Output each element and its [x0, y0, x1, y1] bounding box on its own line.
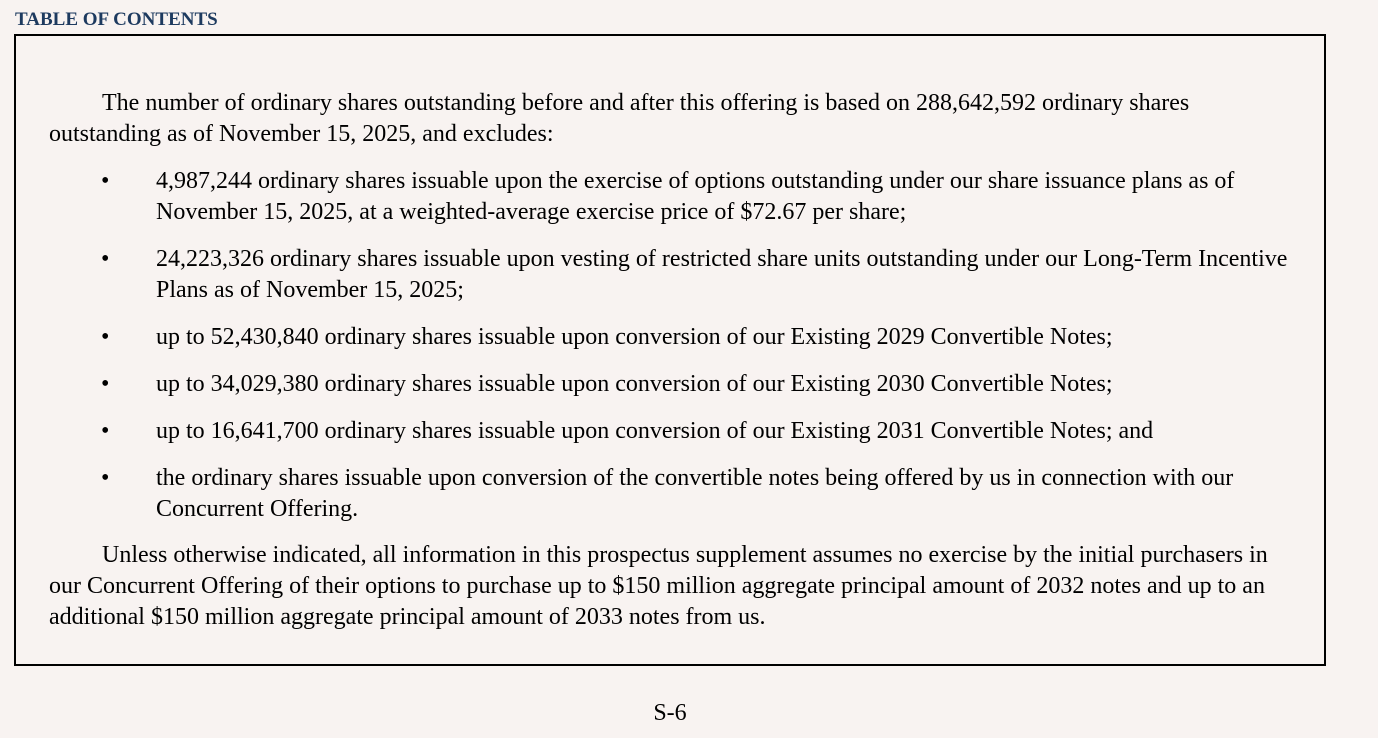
list-item-text: 24,223,326 ordinary shares issuable upon vesting of restricted share units outstanding under our Long-Term Incentive Plans as of November 15, 2025;	[156, 246, 1288, 303]
list-item-text: up to 34,029,380 ordinary shares issuable upon conversion of our Existing 2030 Convertible Notes;	[156, 371, 1113, 397]
content-box	[14, 34, 1326, 666]
list-item	[101, 369, 1301, 400]
list-item	[101, 322, 1301, 353]
bullet-icon: •	[101, 168, 110, 194]
closing-text: Unless otherwise indicated, all information in this prospectus supplement assumes no exercise by the initial purchasers in our Concurrent Offering of their options to purchase up to $150 million aggregate principal amount of 2032 notes and up to an additional $150 million aggregate principal amount of 2033 notes from us.	[49, 542, 1268, 630]
list-item	[101, 166, 1301, 228]
bullet-icon: •	[101, 465, 110, 491]
list-item-text: up to 52,430,840 ordinary shares issuable upon conversion of our Existing 2029 Convertible Notes;	[156, 324, 1113, 350]
list-item-text: up to 16,641,700 ordinary shares issuable upon conversion of our Existing 2031 Convertible Notes; and	[156, 418, 1154, 444]
list-item	[101, 463, 1301, 525]
bullet-icon: •	[101, 324, 110, 350]
bullet-icon: •	[101, 418, 110, 444]
table-of-contents-link[interactable]: TABLE OF CONTENTS	[15, 9, 218, 30]
list-item	[101, 416, 1301, 447]
list-item-text: the ordinary shares issuable upon conversion of the convertible notes being offered by us in connection with our Concurrent Offering.	[156, 465, 1234, 522]
intro-paragraph	[49, 88, 1299, 150]
bullet-icon: •	[101, 371, 110, 397]
closing-paragraph	[49, 540, 1299, 633]
list-item	[101, 244, 1301, 306]
intro-text: The number of ordinary shares outstanding before and after this offering is based on 288,642,592 ordinary shares outstanding as of November 15, 2025, and excludes:	[49, 90, 1190, 147]
page-number: S-6	[653, 700, 687, 726]
list-item-text: 4,987,244 ordinary shares issuable upon the exercise of options outstanding under our share issuance plans as of November 15, 2025, at a weighted-average exercise price of $72.67 per share;	[156, 168, 1235, 225]
bullet-icon: •	[101, 246, 110, 272]
